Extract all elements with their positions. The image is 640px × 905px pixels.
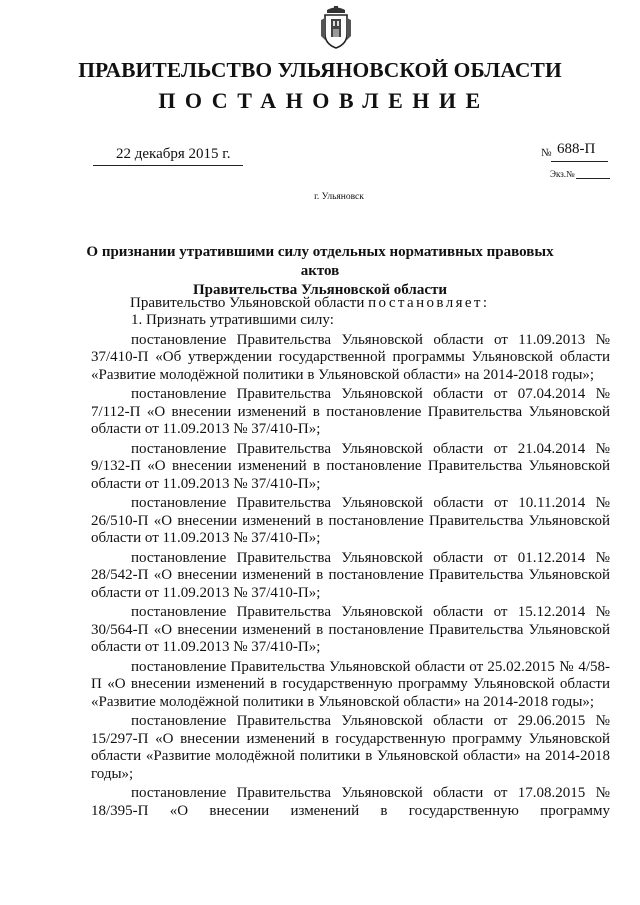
list-item: постановление Правительства Ульяновской области от 11.09.2013 № 37/410-П «Об утверждении государственной программы Ульяновской области «Развитие молодёжной политики в Ульяновской области» на 2014-2018 годы»; <box>91 331 610 383</box>
date-underline <box>93 165 243 166</box>
list-item: постановление Правительства Ульяновской области от 07.04.2014 № 7/112-П «О внесении изменений в постановление Правительства Ульяновской области от 11.09.2013 № 37/410-П»; <box>91 386 610 437</box>
list-item: постановление Правительства Ульяновской области от 10.11.2014 № 26/510-П «О внесении изменений в постановление Правительства Ульяновской области от 11.09.2013 № 37/410-П»; <box>91 495 610 546</box>
preamble: Правительство Ульяновской области постановляет: <box>130 295 490 311</box>
document-number: 688-П <box>557 141 596 157</box>
number-underline <box>551 161 608 162</box>
list-item: постановление Правительства Ульяновской области от 25.02.2015 № 4/58-П «О внесении изменений в государственную программу Ульяновской области «Развитие молодёжной политики в Ульяновской области» на 2014-2018 годы»; <box>91 658 610 710</box>
decree-word: постановляет: <box>368 295 490 311</box>
city: г. Ульяновск <box>314 192 364 202</box>
list-item: постановление Правительства Ульяновской области от 01.12.2014 № 28/542-П «О внесении изменений в постановление Правительства Ульяновской области от 11.09.2013 № 37/410-П»; <box>91 549 610 601</box>
document-date: 22 декабря 2015 г. <box>116 146 231 162</box>
list-item: постановление Правительства Ульяновской области от 17.08.2015 № 18/395-П «О внесении изменений в государственную программу <box>91 785 610 819</box>
copy-number-underline <box>576 178 610 179</box>
list-item: постановление Правительства Ульяновской области от 21.04.2014 № 9/132-П «О внесении изменений в постановление Правительства Ульяновской области от 11.09.2013 № 37/410-П»; <box>91 440 610 492</box>
list-item: постановление Правительства Ульяновской области от 15.12.2014 № 30/564-П «О внесении изменений в постановление Правительства Ульяновской области от 11.09.2013 № 37/410-П»; <box>91 604 610 655</box>
copy-number-label: Экз.№ <box>550 169 575 179</box>
organization-name: ПРАВИТЕЛЬСТВО УЛЬЯНОВСКОЙ ОБЛАСТИ <box>78 58 562 82</box>
number-sign: № <box>541 147 552 159</box>
document-title <box>80 243 560 300</box>
title-line-1: О признании утратившими силу отдельных нормативных правовых актов <box>86 244 554 279</box>
coat-of-arms-icon <box>321 6 351 50</box>
document-type: ПОСТАНОВЛЕНИЕ <box>158 88 490 113</box>
list-item: постановление Правительства Ульяновской области от 29.06.2015 № 15/297-П «О внесении изменений в государственную программу Ульяновской области «Развитие молодёжной политики в Ульяновской области» на 2014-2018 годы»; <box>91 713 610 782</box>
clause-1: 1. Признать утратившими силу: <box>131 312 334 328</box>
document-body <box>91 312 610 822</box>
title-line-2: Правительства Ульяновской области <box>192 282 448 298</box>
